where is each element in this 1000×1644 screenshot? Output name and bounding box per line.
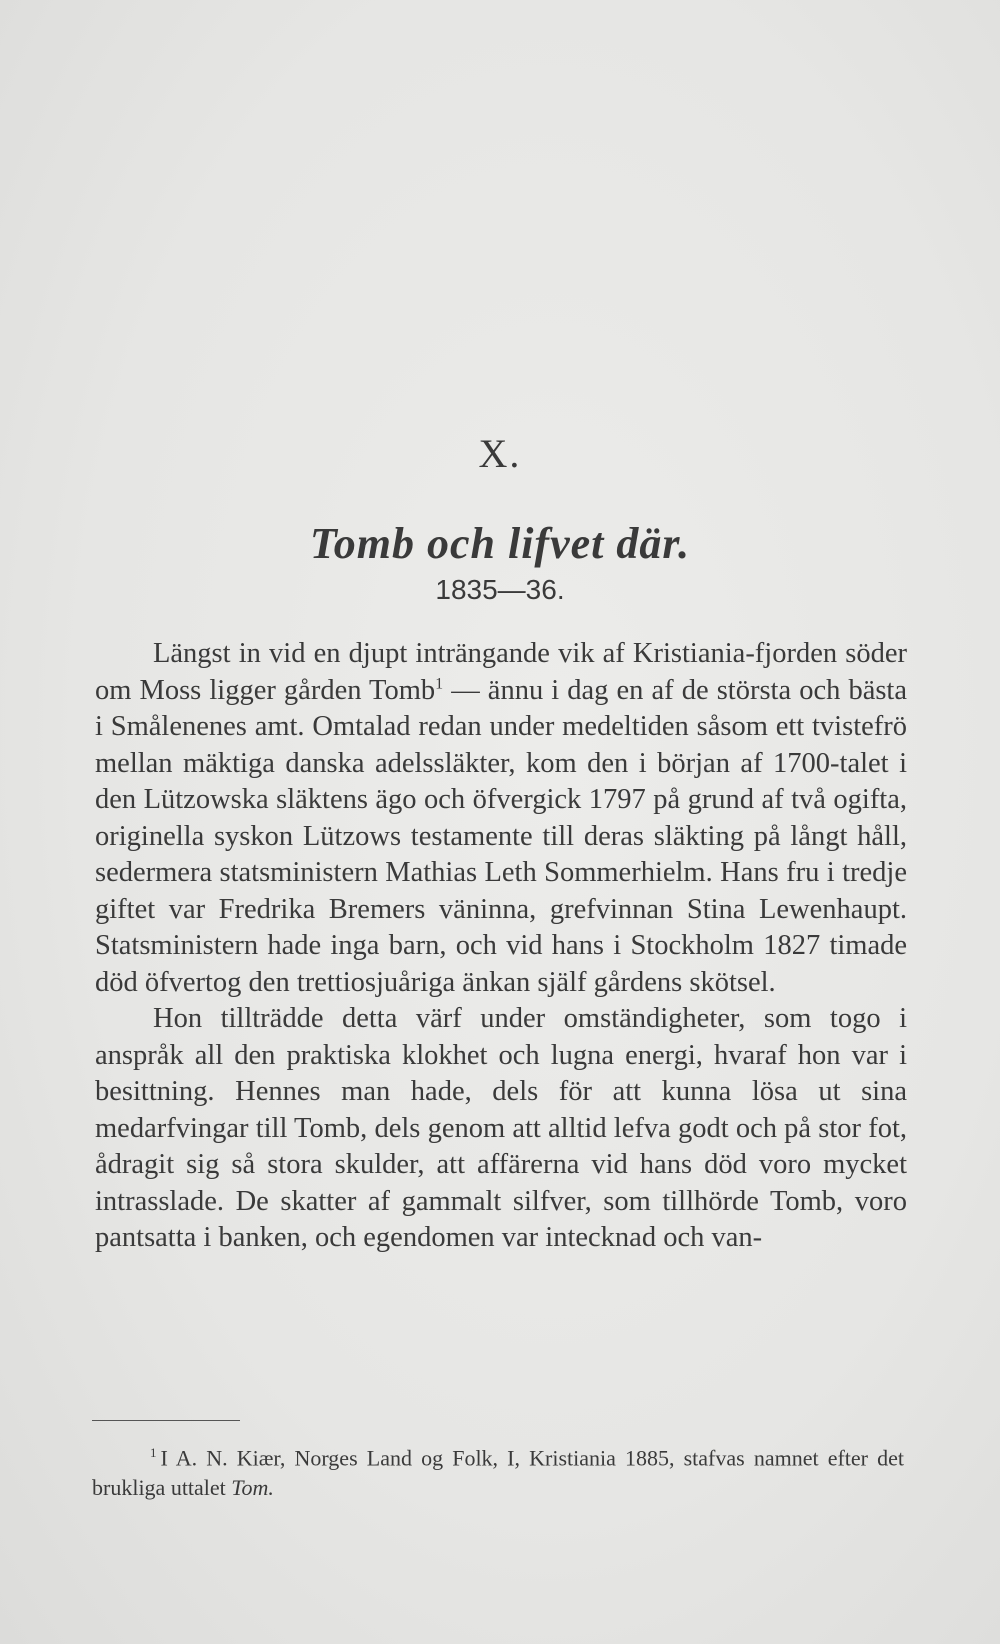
paragraph-1-text-start: Längst in vid en djupt inträngande vik af Kristiania-fjorden söder om Moss ligger gården Tomb [95,638,907,706]
footnote [92,1438,904,1503]
footnote-text: I A. N. Kiær, Norges Land og Folk, I, Kristiania 1885, stafvas namnet efter det brukliga uttalet [92,1445,904,1501]
chapter-title: Tomb och lifvet där. [309,519,691,568]
chapter-years: 1835—36. [435,574,565,605]
chapter-number: X. [478,431,522,476]
footnote-reference: 1 [435,675,444,692]
paragraph-1 [95,636,907,1001]
footnote-divider [92,1420,240,1421]
paragraph-1-text-end: — ännu i dag en af de största och bästa i Smålenenes amt. Omtalad redan under medeltiden såsom ett tvistefrö mellan mäktiga danska adelssläkter, kom den i början af 1700-talet i den Lützowska släktens ägo och öfvergick 1797 på grund af två ogifta, originella syskon Lützows testamente till deras släkting på långt håll, sedermera statsministern Mathias Leth Sommerhielm. Hans fru i tredje giftet var Fredrika Bremers väninna, grefvinnan Stina Lewenhaupt. Statsministern hade inga barn, och vid hans i Stockholm 1827 timade död öfvertog den trettiosjuåriga änkan själf gårdens skötsel. [95,674,907,998]
footnote-mark: 1 [150,1445,157,1460]
footnote-italic-word: Tom. [231,1475,274,1501]
body-text [95,636,907,1257]
paragraph-2: Hon tillträdde detta värf under omständigheter, som togo i anspråk all den praktiska klokhet och lugna energi, hvaraf hon var i besittning. Hennes man hade, dels för att kunna lösa ut sina medarfvingar till Tomb, dels genom att alltid lefva godt och på stor fot, ådragit sig så stora skulder, att affärerna vid hans död voro mycket intrasslade. De skatter af gammalt silfver, som tillhörde Tomb, voro pantsatta i banken, och egendomen var intecknad och van- [95,1003,907,1253]
